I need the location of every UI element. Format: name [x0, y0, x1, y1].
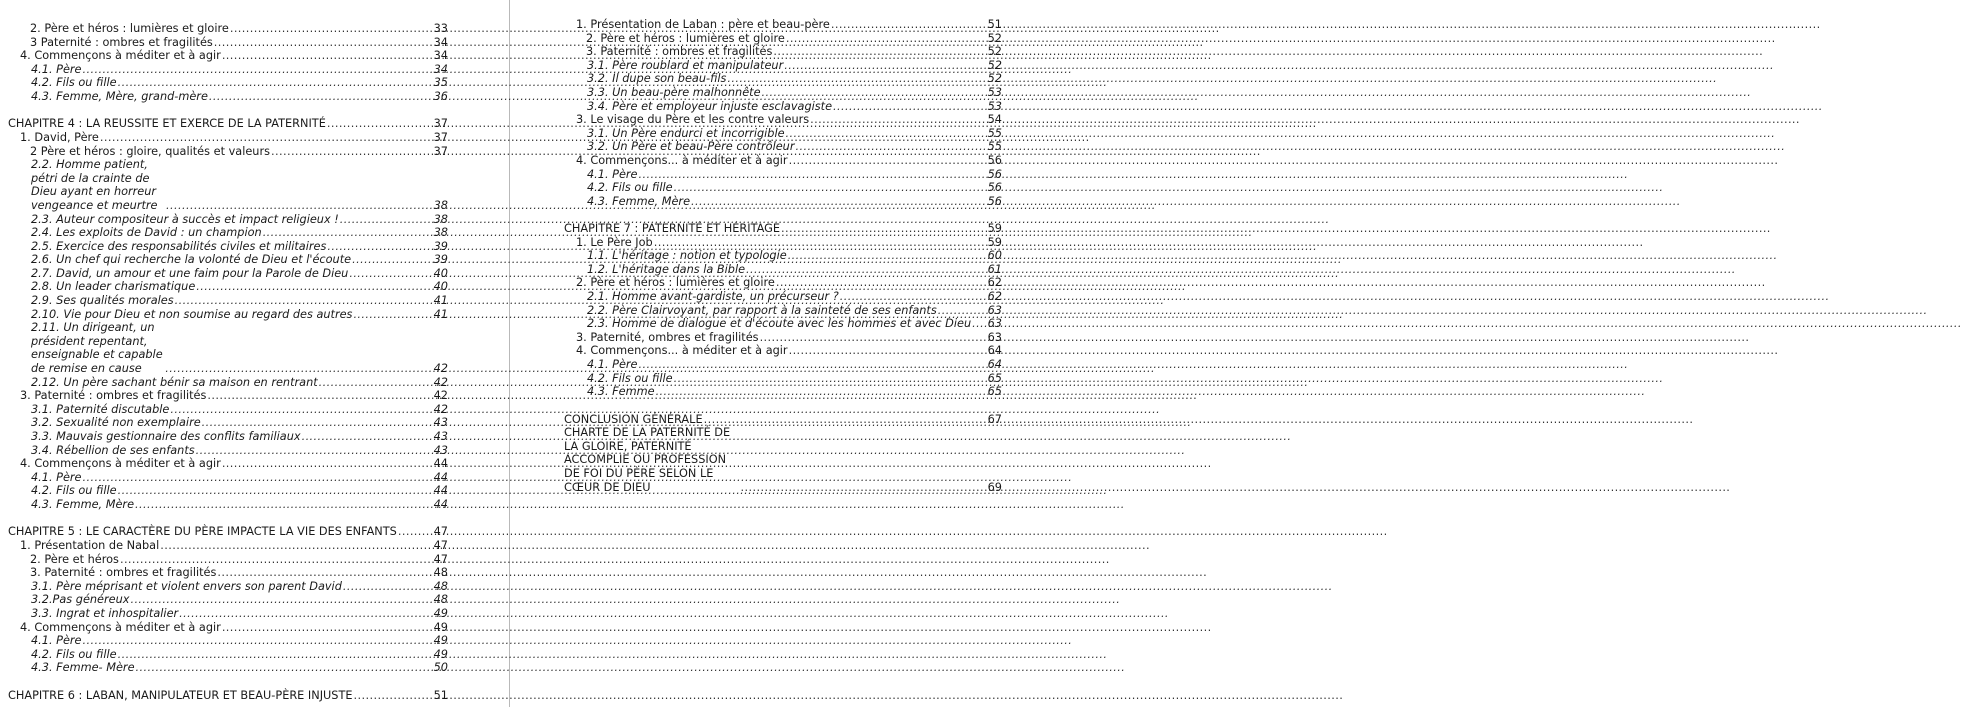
dot-leader [639, 358, 987, 372]
toc-entry-label: 2.4. Les exploits de David : un champion [31, 226, 262, 240]
toc-page-number: 34 [433, 35, 448, 49]
dot-leader [746, 263, 987, 277]
dot-leader [135, 498, 433, 512]
toc-entry-label: 3. Paternité : ombres et fragilités [20, 389, 207, 403]
toc-entry[interactable] [8, 416, 448, 430]
toc-page-number: 41 [433, 307, 448, 321]
dot-leader [166, 199, 433, 213]
toc-entry-label: 3.2.Pas généreux [31, 593, 130, 607]
toc-entry[interactable] [564, 276, 1002, 290]
dot-leader [795, 140, 986, 154]
section-gap [564, 208, 1002, 222]
toc-entry-label: 2.7. David, un amour et une faim pour la Parole de Dieu [31, 266, 349, 280]
dot-leader [327, 240, 432, 254]
toc-entry-label: 1. Présentation de Laban : père et beau-père [576, 18, 830, 31]
toc-entry-label: 4. Commençons... à méditer et à agir [576, 344, 788, 358]
toc-page-number: 49 [433, 606, 448, 620]
toc-entry-label: 3. Paternité : ombres et fragilités [30, 566, 217, 580]
toc-page-number: 64 [987, 358, 1002, 372]
toc-entry[interactable] [564, 331, 1002, 345]
toc-entry-label: 2.6. Un chef qui recherche la volonté de Dieu et l'écoute [31, 253, 352, 267]
toc-page-number: 53 [987, 99, 1002, 113]
toc-page-number: 48 [433, 593, 448, 607]
toc-entry-label: 4.2. Fils ou fille [587, 181, 673, 195]
toc-entry-label: 3. Paternité, ombres et fragilités [576, 330, 759, 344]
toc-page-number: 35 [433, 76, 448, 90]
dot-leader [340, 213, 433, 227]
toc-entry[interactable] [8, 240, 448, 254]
toc-page-number: 62 [987, 276, 1002, 290]
toc-entry[interactable] [8, 621, 448, 635]
toc-entry-label: 3.2. Il dupe son beau-fils [587, 72, 727, 86]
toc-page-number: 47 [433, 538, 448, 552]
dot-leader [343, 580, 433, 594]
dot-leader [762, 86, 987, 100]
toc-entry-label: 2.2. Homme patient, pétri de la crainte de Dieu ayant en horreur vengeance et meurtre [31, 158, 158, 212]
dot-leader [789, 344, 987, 358]
toc-entry-label: 3.2. Sexualité non exemplaire [31, 416, 201, 430]
toc-page-number: 56 [987, 181, 1002, 195]
section-gap [8, 675, 448, 689]
dot-leader [349, 267, 432, 281]
toc-entry[interactable] [564, 195, 1002, 209]
toc-page-number: 44 [433, 470, 448, 484]
toc-entry[interactable] [8, 280, 448, 294]
toc-entry[interactable] [564, 154, 1002, 168]
toc-entry[interactable] [8, 321, 448, 375]
toc-entry-label: 2 Père et héros : gloire, qualités et valeurs [30, 144, 270, 158]
toc-page-number: 59 [987, 235, 1002, 249]
toc-page-number: 47 [433, 552, 448, 566]
toc-page-number: 44 [433, 457, 448, 471]
dot-leader [639, 168, 987, 182]
toc-page-number: 37 [433, 130, 448, 144]
toc-entry[interactable] [564, 127, 1002, 141]
dot-leader [840, 290, 987, 304]
toc-page-number: 40 [433, 280, 448, 294]
toc-entry-label: 2.8. Un leader charismatique [31, 280, 196, 294]
toc-entry-label: 3 Paternité : ombres et fragilités [30, 35, 213, 49]
dot-leader [118, 648, 433, 662]
toc-page-number: 55 [987, 126, 1002, 140]
dot-leader [202, 416, 433, 430]
toc-entry-label: 2.3. Homme de dialogue et d'écoute avec les hommes et avec Dieu [587, 317, 972, 331]
toc-chapter-entry[interactable] [564, 222, 1002, 236]
toc-entry-label: 4.2. Fils ou fille [31, 76, 117, 90]
toc-entry[interactable] [8, 539, 448, 553]
dot-leader [776, 276, 987, 290]
section-gap [564, 399, 1002, 413]
dot-leader [781, 222, 987, 236]
toc-entry-label: 4.3. Femme, Mère, grand-mère [31, 89, 208, 103]
dot-leader [230, 22, 433, 36]
toc-entry-label: 4.3. Femme [587, 385, 655, 399]
toc-entry[interactable] [8, 444, 448, 458]
toc-chapter-entry[interactable] [564, 413, 1002, 427]
dot-leader [179, 607, 432, 621]
toc-entry[interactable] [564, 249, 1002, 263]
toc-entry-label: 4.2. Fils ou fille [31, 484, 117, 498]
toc-entry-label: 3.3. Un beau-père malhonnête [587, 85, 761, 99]
toc-entry[interactable] [8, 213, 448, 227]
dot-leader [209, 90, 433, 104]
toc-entry-label: 1.2. L'héritage dans la Bible [587, 262, 746, 276]
toc-page-number: 38 [433, 198, 448, 212]
dot-leader [196, 280, 432, 294]
dot-leader [130, 593, 432, 607]
toc-entry-label: 3.4. Rébellion de ses enfants [31, 443, 195, 457]
dot-leader [789, 154, 987, 168]
dot-leader [271, 145, 433, 159]
toc-page-number: 51 [433, 688, 448, 702]
dot-leader [196, 444, 433, 458]
toc-page-number: 42 [433, 362, 448, 376]
toc-entry[interactable] [564, 358, 1002, 372]
toc-entry[interactable] [564, 168, 1002, 182]
toc-page-number: 52 [987, 45, 1002, 59]
toc-page-number: 41 [433, 294, 448, 308]
dot-leader [83, 63, 433, 77]
toc-page-number: 43 [433, 430, 448, 444]
toc-entry-label: 1.1. L'héritage : notion et typologie [587, 249, 787, 263]
dot-leader [207, 389, 432, 403]
toc-page-number: 42 [433, 402, 448, 416]
toc-page-number: 52 [987, 31, 1002, 45]
toc-entry-label: 4.3. Femme- Mère [31, 661, 135, 675]
toc-entry[interactable] [8, 634, 448, 648]
dot-leader [691, 195, 987, 209]
toc-entry-label: 3.1. Un Père endurci et incorrigible [587, 126, 785, 140]
dot-leader [741, 481, 987, 495]
toc-entry[interactable] [564, 32, 1002, 46]
toc-page-number: 48 [433, 566, 448, 580]
toc-entry[interactable] [8, 471, 448, 485]
toc-page-number: 56 [987, 153, 1002, 167]
toc-page-number: 37 [433, 144, 448, 158]
dot-leader [175, 294, 433, 308]
toc-entry[interactable] [8, 648, 448, 662]
toc-page-number: 44 [433, 484, 448, 498]
toc-entry[interactable] [564, 236, 1002, 250]
toc-page-number: 65 [987, 385, 1002, 399]
dot-leader [222, 621, 433, 635]
toc-entry-label: 2.1. Homme avant-gardiste, un précurseur ? [587, 290, 839, 304]
toc-entry-label: 4.2. Fils ou fille [587, 371, 673, 385]
toc-entry-label: 2.5. Exercice des responsabilités civiles et militaires [31, 239, 327, 253]
toc-page-number: 54 [987, 113, 1002, 127]
toc-page-number: 62 [987, 290, 1002, 304]
toc-entry-label: 4. Commençons à méditer et à agir [20, 49, 221, 63]
toc-entry[interactable] [8, 553, 448, 567]
toc-page-number: 34 [433, 49, 448, 63]
dot-leader [972, 317, 986, 331]
toc-entry[interactable] [8, 566, 448, 580]
dot-leader [760, 331, 987, 345]
toc-page-number: 38 [433, 226, 448, 240]
dot-leader [263, 226, 433, 240]
toc-entry[interactable] [8, 226, 448, 240]
dot-leader [354, 689, 433, 703]
dot-leader [100, 131, 433, 145]
toc-entry[interactable] [8, 90, 448, 104]
toc-page-number: 67 [987, 412, 1002, 426]
dot-leader [833, 100, 987, 114]
toc-entry-label: 3.3. Mauvais gestionnaire des conflits familiaux [31, 430, 301, 444]
toc-page-number: 65 [987, 371, 1002, 385]
toc-entry-label: 4.3. Femme, Mère [31, 497, 135, 511]
toc-entry[interactable] [8, 580, 448, 594]
toc-page-number: 49 [433, 620, 448, 634]
toc-entry-label: 2. Père et héros [30, 552, 119, 566]
dot-leader [786, 32, 987, 46]
toc-entry-label: 4.1. Père [31, 62, 82, 76]
toc-entry[interactable] [564, 113, 1002, 127]
toc-page-number: 55 [987, 140, 1002, 154]
toc-entry-label: 1. Le Père Job [576, 235, 653, 249]
toc-entry[interactable] [8, 498, 448, 512]
toc-entry-label: 4.1. Père [31, 634, 82, 648]
toc-entry[interactable] [8, 593, 448, 607]
toc-entry[interactable] [8, 607, 448, 621]
dot-leader [118, 484, 433, 498]
toc-page-number: 39 [433, 253, 448, 267]
toc-entry-label: CHARTE DE LA PATERNITÉ DE LA GLOIRE, PATERNITÉ ACCOMPLIE OU PROFESSION DE FOI DU PÈRE SELON LE CŒUR DE DIEU [564, 426, 731, 494]
toc-entry[interactable] [8, 308, 448, 322]
toc-page-number: 42 [433, 389, 448, 403]
toc-entry-label: 2.11. Un dirigeant, un président repentant, enseignable et capable de remise en cause [31, 321, 163, 376]
toc-entry-label: 2.10. Vie pour Dieu et non soumise au regard des autres [31, 307, 353, 321]
section-gap [8, 512, 448, 526]
toc-page-number: 44 [433, 497, 448, 511]
dot-leader [938, 304, 987, 318]
dot-leader [120, 553, 433, 567]
section-gap [8, 104, 448, 118]
dot-leader [656, 385, 987, 399]
dot-leader [222, 49, 433, 63]
toc-entry[interactable] [564, 372, 1002, 386]
toc-page-number: 43 [433, 443, 448, 457]
dot-leader [786, 127, 987, 141]
toc-entry-label: 2.12. Un père sachant bénir sa maison en rentrant [31, 375, 318, 389]
toc-page-number: 43 [433, 416, 448, 430]
dot-leader [83, 634, 433, 648]
toc-entry-label: 3.3. Ingrat et inhospitalier [31, 606, 179, 620]
toc-chapter-entry[interactable] [8, 525, 448, 539]
toc-page-number: 33 [433, 22, 448, 35]
dot-leader [136, 661, 433, 675]
toc-page-number: 38 [433, 212, 448, 226]
dot-leader [773, 45, 986, 59]
toc-entry[interactable] [564, 140, 1002, 154]
toc-page-number: 56 [987, 167, 1002, 181]
toc-entry[interactable] [8, 294, 448, 308]
toc-page-number: 64 [987, 344, 1002, 358]
toc-entry[interactable] [8, 457, 448, 471]
dot-leader [222, 457, 433, 471]
toc-entry-label: 4.3. Femme, Mère [587, 194, 691, 208]
toc-page-number: 42 [433, 375, 448, 389]
dot-leader [118, 76, 433, 90]
toc-entry-label: CONCLUSION GÉNÉRALE [564, 412, 703, 426]
toc-entry[interactable] [564, 72, 1002, 86]
toc-entry-label: 2.9. Ses qualités morales [31, 294, 174, 308]
toc-page-number: 53 [987, 85, 1002, 99]
toc-page-number: 63 [987, 317, 1002, 331]
toc-page-number: 48 [433, 579, 448, 593]
toc-entry[interactable] [564, 317, 1002, 331]
dot-leader [319, 376, 433, 390]
toc-entry[interactable] [564, 18, 1002, 32]
toc-page-number: 47 [433, 525, 448, 539]
toc-entry[interactable] [8, 661, 448, 675]
toc-entry-label: CHAPITRE 4 : LA REUSSITE ET EXERCE DE LA PATERNITÉ [8, 117, 326, 131]
dot-leader [165, 362, 432, 376]
toc-entry[interactable] [564, 304, 1002, 318]
toc-entry[interactable] [8, 403, 448, 417]
toc-entry[interactable] [8, 63, 448, 77]
toc-page-number: 56 [987, 194, 1002, 208]
toc-entry[interactable] [8, 267, 448, 281]
toc-entry[interactable] [8, 49, 448, 63]
dot-leader [788, 249, 987, 263]
toc-chapter-entry[interactable] [8, 117, 448, 131]
toc-entry-label: 4. Commençons... à méditer et à agir [576, 153, 788, 167]
toc-page-number: 59 [987, 222, 1002, 236]
toc-entry-label: 2. Père et héros : lumières et gloire [576, 276, 775, 290]
toc-entry-label: 3. Le visage du Père et les contre valeurs [576, 113, 810, 127]
dot-leader [704, 413, 987, 427]
toc-entry-label: CHAPITRE 6 : LABAN, MANIPULATEUR ET BEAU-PÈRE INJUSTE [8, 688, 353, 702]
toc-page-number: 63 [987, 330, 1002, 344]
toc-page-number: 34 [433, 62, 448, 76]
dot-leader [784, 59, 986, 73]
toc-entry-label: 3.4. Père et employeur injuste esclavagiste [587, 99, 833, 113]
toc-entry[interactable] [8, 36, 448, 50]
toc-entry-label: CHAPITRE 5 : LE CARACTÈRE DU PÈRE IMPACTE LA VIE DES ENFANTS [8, 525, 397, 539]
dot-leader [83, 471, 433, 485]
toc-entry-label: 2.3. Auteur compositeur à succès et impact religieux ! [31, 212, 339, 226]
toc-entry-label: 2. Père et héros : lumières et gloire [586, 31, 785, 45]
dot-leader [398, 525, 433, 539]
toc-entry[interactable] [8, 22, 448, 36]
toc-entry[interactable] [564, 290, 1002, 304]
toc-entry-label: 4.1. Père [587, 358, 638, 372]
toc-entry[interactable] [8, 131, 448, 145]
toc-page-number: 52 [987, 58, 1002, 72]
dot-leader [727, 72, 986, 86]
toc-entry[interactable] [564, 100, 1002, 114]
toc-page-number: 50 [433, 661, 448, 675]
dot-leader [831, 18, 987, 32]
toc-page-number: 61 [987, 262, 1002, 276]
toc-entry[interactable] [8, 145, 448, 159]
toc-page-number: 36 [433, 89, 448, 103]
toc-entry[interactable] [8, 76, 448, 90]
toc-entry[interactable] [564, 86, 1002, 100]
toc-page-number: 63 [987, 303, 1002, 317]
toc-entry-label: 2.2. Père Clairvoyant, par rapport à la sainteté de ses enfants [587, 303, 937, 317]
toc-entry[interactable] [8, 376, 448, 390]
toc-chapter-entry[interactable] [564, 426, 1002, 494]
toc-entry-label: 2. Père et héros : lumières et gloire [30, 22, 229, 35]
toc-page-number: 51 [987, 18, 1002, 31]
toc-page-number: 60 [987, 249, 1002, 263]
toc-entry[interactable] [564, 385, 1002, 399]
dot-leader [352, 253, 433, 267]
toc-page-number: 69 [987, 480, 1002, 494]
dot-leader [217, 566, 432, 580]
toc-entry[interactable] [564, 181, 1002, 195]
dot-leader [810, 113, 986, 127]
dot-leader [170, 403, 432, 417]
toc-page-number: 49 [433, 647, 448, 661]
toc-page-number: 52 [987, 72, 1002, 86]
toc-page-number: 49 [433, 634, 448, 648]
toc-entry[interactable] [8, 253, 448, 267]
toc-entry[interactable] [8, 158, 448, 212]
dot-leader [160, 539, 432, 553]
toc-page-left [8, 22, 448, 702]
dot-leader [674, 372, 987, 386]
dot-leader [674, 181, 987, 195]
toc-entry[interactable] [8, 389, 448, 403]
toc-entry-label: 4.1. Père [587, 167, 638, 181]
toc-entry-label: 4.2. Fils ou fille [31, 647, 117, 661]
toc-entry[interactable] [8, 484, 448, 498]
toc-entry-label: 4.1. Père [31, 470, 82, 484]
toc-entry[interactable] [564, 59, 1002, 73]
dot-leader [327, 117, 433, 131]
toc-page-number: 39 [433, 239, 448, 253]
toc-page-number: 37 [433, 117, 448, 131]
toc-chapter-entry[interactable] [8, 689, 448, 703]
dot-leader [654, 236, 987, 250]
toc-entry[interactable] [564, 344, 1002, 358]
toc-page-right [564, 18, 1002, 494]
toc-entry[interactable] [8, 430, 448, 444]
dot-leader [302, 430, 433, 444]
toc-entry-label: 3.1. Père roublard et manipulateur [587, 58, 784, 72]
toc-page-number: 40 [433, 266, 448, 280]
toc-entry-label: 4. Commençons à méditer et à agir [20, 620, 221, 634]
toc-entry-label: 3.2. Un Père et beau-Père contrôleur [587, 140, 795, 154]
toc-entry-label: 3.1. Paternité discutable [31, 402, 170, 416]
toc-entry-label: 4. Commençons à méditer et à agir [20, 457, 221, 471]
toc-entry-label: 3.1. Père méprisant et violent envers son parent David [31, 579, 342, 593]
toc-entry[interactable] [564, 263, 1002, 277]
toc-entry-label: 3. Paternité : ombres et fragilités [586, 45, 773, 59]
toc-entry-label: 1. Présentation de Nabal [20, 538, 160, 552]
dot-leader [214, 36, 433, 50]
toc-entry-label: CHAPITRE 7 : PATERNITÉ ET HÉRITAGE [564, 222, 781, 236]
toc-entry[interactable] [564, 45, 1002, 59]
dot-leader [353, 308, 432, 322]
toc-entry-label: 1. David, Père [20, 130, 99, 144]
